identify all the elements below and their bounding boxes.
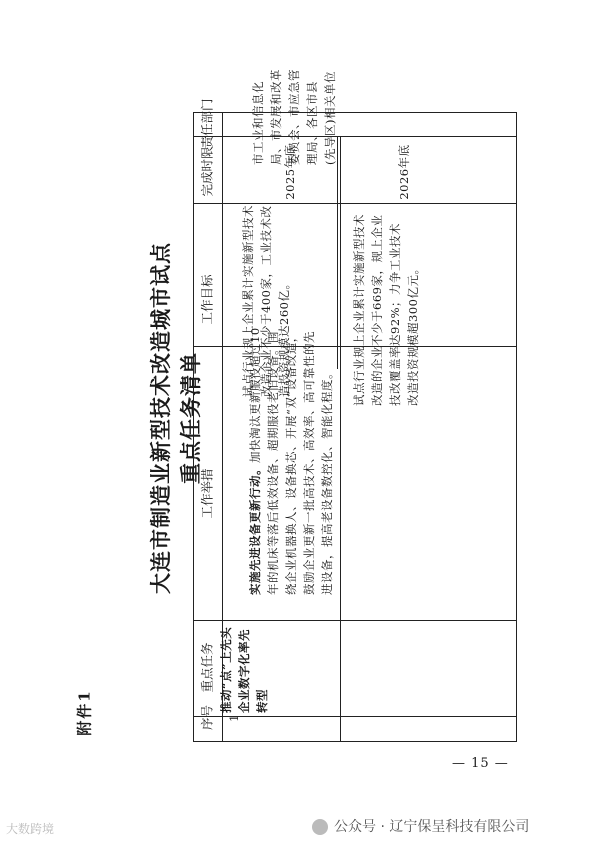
wechat-icon — [312, 819, 328, 835]
corner-logo: 大数跨境 — [6, 822, 55, 836]
header-deadline: 完成时限 — [199, 146, 215, 197]
watermark — [312, 816, 529, 836]
header-measures: 工作举措 — [199, 468, 215, 519]
header-dept: 责任部门 — [199, 98, 215, 149]
row-measures-bold: 实施先进设备更新行动。 — [248, 463, 262, 595]
row-no: 1 — [227, 714, 241, 722]
annex-label: 附件1 — [75, 689, 94, 736]
page-number: — 15 — — [452, 756, 509, 771]
divider-goal-mid — [337, 136, 338, 369]
header-no: 序号 — [199, 705, 215, 731]
title-line-1: 大连市制造业新型技术改造城市试点 — [148, 242, 173, 594]
header-task: 重点任务 — [199, 642, 215, 693]
row-goal-1: 试点行业规上企业累计实施新型技术改造企业不少于400家，工业技术改造投资规模达260亿。 — [241, 205, 291, 397]
row-measures-text: 加快淘汰更新服役超过10年的机床等落后低效设备、超期服役老旧设备。围绕企业机器换人、设备换芯、开展“双”设备改造，鼓励企业更新一批高技术、高效率、高可靠性的先进设备，提高老设备数控化、智能化程度。 — [248, 327, 334, 595]
title-line-2: 重点任务清单 — [178, 352, 203, 484]
divider-deadline — [194, 203, 516, 204]
row-goal-2: 试点行业规上企业累计实施新型技术改造的企业不少于669家，规上企业技改覆盖率达92%；力争工业技术改造投资规模超300亿元。 — [352, 214, 420, 406]
watermark-text: 公众号 · 辽宁保呈科技有限公司 — [334, 819, 530, 835]
row-dept: 市工业和信息化局、市发展和改革委员会、市应急管理局、各区市县(先导区)相关单位 — [251, 69, 337, 165]
header-goal: 工作目标 — [199, 274, 215, 325]
divider-dept — [194, 136, 516, 137]
row-task: 推动“点”上先头企业数字化率先转型 — [219, 626, 269, 713]
divider-goal-split — [340, 136, 341, 742]
row-deadline-1: 2025年底 — [283, 144, 297, 200]
row-deadline-2: 2026年底 — [397, 144, 411, 200]
